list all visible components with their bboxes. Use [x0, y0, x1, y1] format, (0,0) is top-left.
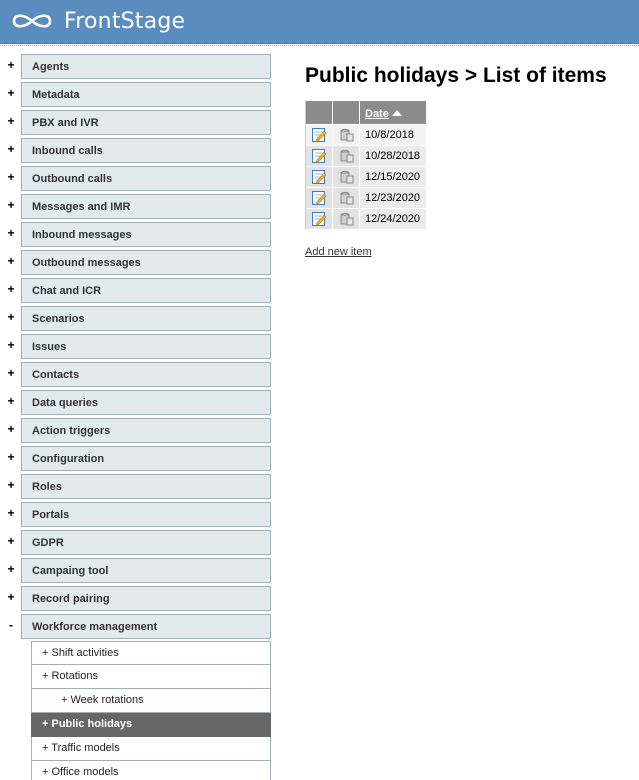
delete-cell[interactable] [333, 167, 360, 188]
date-column-header[interactable] [360, 101, 427, 125]
expand-toggle[interactable]: + [7, 562, 15, 576]
sidebar-item-label[interactable]: GDPR [21, 530, 271, 555]
expand-toggle[interactable]: + [7, 394, 15, 408]
sidebar-item-label[interactable]: Messages and IMR [21, 194, 271, 219]
date-cell: 12/15/2020 [360, 167, 427, 188]
sidebar-item-label[interactable]: Workforce management [21, 614, 271, 639]
expand-toggle[interactable]: + [7, 506, 15, 520]
expand-toggle[interactable]: + [7, 478, 15, 492]
table-row [306, 125, 427, 146]
delete-icon[interactable] [338, 190, 354, 206]
subnav-item-rotations[interactable]: + Rotations [31, 665, 271, 689]
expand-toggle[interactable]: + [7, 282, 15, 296]
delete-cell[interactable] [333, 125, 360, 146]
delete-cell[interactable] [333, 146, 360, 167]
sidebar-item-data-queries[interactable] [0, 389, 275, 417]
table-left-border [305, 100, 306, 230]
edit-icon[interactable] [311, 127, 327, 143]
expand-toggle[interactable]: + [7, 170, 15, 184]
date-cell: 10/28/2018 [360, 146, 427, 167]
subnav-item-office-models[interactable]: + Office models [31, 761, 271, 780]
subnav-item-public-holidays[interactable]: + Public holidays [31, 713, 271, 737]
edit-cell[interactable] [306, 188, 333, 209]
items-table [305, 100, 427, 230]
sidebar-item-contacts[interactable] [0, 361, 275, 389]
sidebar-item-scenarios[interactable] [0, 305, 275, 333]
sidebar-item-outbound-calls[interactable] [0, 165, 275, 193]
table-row [306, 167, 427, 188]
sidebar-item-action-triggers[interactable] [0, 417, 275, 445]
date-cell: 12/24/2020 [360, 209, 427, 230]
sidebar-item-label[interactable]: Portals [21, 502, 271, 527]
sidebar-item-inbound-calls[interactable] [0, 137, 275, 165]
delete-cell[interactable] [333, 188, 360, 209]
sidebar-item-agents[interactable] [0, 53, 275, 81]
sidebar-item-label[interactable]: Inbound calls [21, 138, 271, 163]
edit-cell[interactable] [306, 146, 333, 167]
sidebar-item-outbound-messages[interactable] [0, 249, 275, 277]
frontstage-logo-icon [10, 10, 54, 32]
expand-toggle[interactable]: + [7, 58, 15, 72]
edit-icon[interactable] [311, 169, 327, 185]
sidebar-item-label[interactable]: Contacts [21, 362, 271, 387]
collapse-toggle[interactable]: - [9, 618, 13, 632]
table-row [306, 209, 427, 230]
sidebar-item-roles[interactable] [0, 473, 275, 501]
subnav-item-week-rotations[interactable]: + Week rotations [31, 689, 271, 713]
edit-cell[interactable] [306, 167, 333, 188]
add-new-item-link[interactable]: Add new item [305, 246, 372, 258]
delete-cell[interactable] [333, 209, 360, 230]
edit-cell[interactable] [306, 209, 333, 230]
edit-icon[interactable] [311, 211, 327, 227]
sidebar-item-pbx-ivr[interactable] [0, 109, 275, 137]
edit-cell[interactable] [306, 125, 333, 146]
sidebar-item-inbound-messages[interactable] [0, 221, 275, 249]
delete-icon[interactable] [338, 148, 354, 164]
app-title: FrontStage [64, 9, 186, 34]
date-sort-link[interactable]: Date [365, 107, 389, 120]
sidebar-item-label[interactable]: Configuration [21, 446, 271, 471]
date-cell: 12/23/2020 [360, 188, 427, 209]
expand-toggle[interactable]: + [7, 86, 15, 100]
sidebar-item-metadata[interactable] [0, 81, 275, 109]
table-row [306, 146, 427, 167]
subnav-item-shift-activities[interactable]: + Shift activities [31, 641, 271, 665]
sidebar-item-label[interactable]: Scenarios [21, 306, 271, 331]
sidebar-item-label[interactable]: Outbound messages [21, 250, 271, 275]
sidebar-item-chat-icr[interactable] [0, 277, 275, 305]
expand-toggle[interactable]: + [7, 142, 15, 156]
edit-icon[interactable] [311, 190, 327, 206]
sidebar-item-label[interactable]: Action triggers [21, 418, 271, 443]
sidebar-item-issues[interactable] [0, 333, 275, 361]
sidebar-item-gdpr[interactable] [0, 529, 275, 557]
expand-toggle[interactable]: + [7, 366, 15, 380]
expand-toggle[interactable]: + [7, 198, 15, 212]
sidebar-nav [0, 53, 275, 780]
sidebar-item-configuration[interactable] [0, 445, 275, 473]
delete-column-header [333, 101, 360, 125]
sidebar-item-label[interactable]: Roles [21, 474, 271, 499]
workforce-subnav [0, 641, 275, 780]
sidebar-item-campaing-tool[interactable] [0, 557, 275, 585]
sidebar-item-messages-imr[interactable] [0, 193, 275, 221]
delete-icon[interactable] [338, 127, 354, 143]
sidebar-item-label[interactable]: PBX and IVR [21, 110, 271, 135]
date-cell: 10/8/2018 [360, 125, 427, 146]
table-header-row [306, 101, 427, 125]
sidebar-item-label[interactable]: Metadata [21, 82, 271, 107]
expand-toggle[interactable]: + [7, 310, 15, 324]
sidebar-item-label[interactable]: Outbound calls [21, 166, 271, 191]
sidebar-item-label[interactable]: Data queries [21, 390, 271, 415]
edit-icon[interactable] [311, 148, 327, 164]
sort-ascending-icon[interactable] [392, 110, 402, 116]
expand-toggle[interactable]: + [7, 226, 15, 240]
delete-icon[interactable] [338, 211, 354, 227]
sidebar-item-label[interactable]: Inbound messages [21, 222, 271, 247]
edit-column-header [306, 101, 333, 125]
subnav-item-traffic-models[interactable]: + Traffic models [31, 737, 271, 761]
sidebar-item-portals[interactable] [0, 501, 275, 529]
expand-toggle[interactable]: + [7, 254, 15, 268]
sidebar-item-label[interactable]: Issues [21, 334, 271, 359]
expand-toggle[interactable]: + [7, 338, 15, 352]
expand-toggle[interactable]: + [7, 114, 15, 128]
table-row [306, 188, 427, 209]
sidebar-item-label[interactable]: Record pairing [21, 586, 271, 611]
sidebar-item-label[interactable]: Chat and ICR [21, 278, 271, 303]
expand-toggle[interactable]: + [7, 450, 15, 464]
expand-toggle[interactable]: + [7, 534, 15, 548]
delete-icon[interactable] [338, 169, 354, 185]
app-header [0, 0, 639, 44]
expand-toggle[interactable]: + [7, 422, 15, 436]
header-divider [0, 45, 639, 46]
sidebar-item-workforce-management[interactable] [0, 613, 275, 641]
page-title: Public holidays > List of items [305, 64, 607, 87]
sidebar-item-label[interactable]: Campaing tool [21, 558, 271, 583]
sidebar-item-label[interactable]: Agents [21, 54, 271, 79]
sidebar-item-record-pairing[interactable] [0, 585, 275, 613]
expand-toggle[interactable]: + [7, 590, 15, 604]
